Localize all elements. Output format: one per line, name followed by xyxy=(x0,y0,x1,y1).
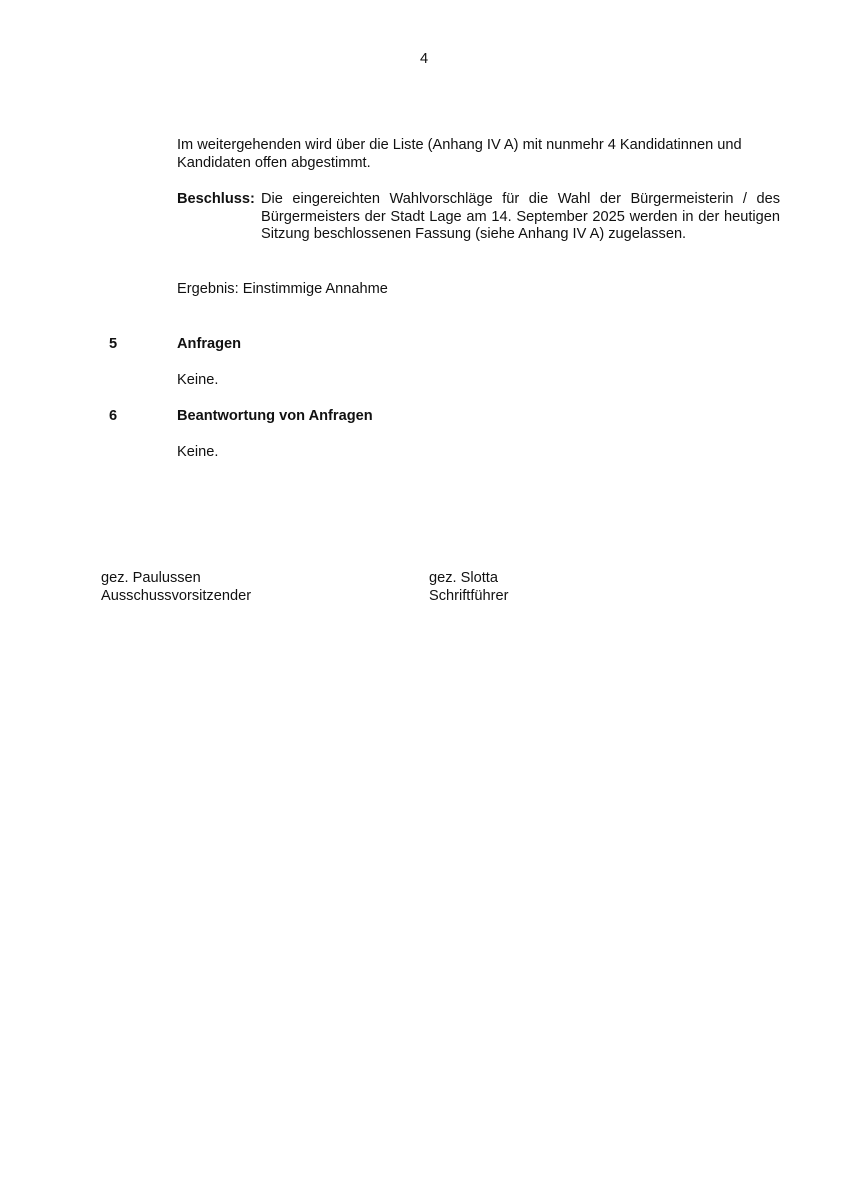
resolution-label: Beschluss: xyxy=(177,191,255,207)
agenda-item-number: 6 xyxy=(109,408,118,424)
signature-role: Schriftführer xyxy=(429,587,509,604)
signature-name: gez. Slotta xyxy=(429,570,498,586)
page-number: 4 xyxy=(419,51,429,67)
agenda-item-body: Keine. xyxy=(177,372,219,388)
signature-block-chair xyxy=(101,570,251,605)
agenda-item-title: Beantwortung von Anfragen xyxy=(177,408,373,424)
agenda-item-body: Keine. xyxy=(177,444,219,460)
agenda-item-title: Anfragen xyxy=(177,336,242,352)
result-text: Ergebnis: Einstimmige Annahme xyxy=(177,281,388,297)
resolution-text: Die eingereichten Wahlvorschläge für die Wahl der Bürgermeisterin / des Bürgermeisters der Stadt Lage am 14. September 2025 werden in der heutigen Sitzung beschlossenen Fassung (siehe Anhang IV A) zugelassen. xyxy=(261,191,780,242)
signature-name: gez. Paulussen xyxy=(101,570,201,586)
agenda-item-number: 5 xyxy=(109,336,118,352)
signature-role: Ausschussvorsitzender xyxy=(101,587,252,604)
signature-block-secretary xyxy=(429,570,508,605)
intro-paragraph: Im weitergehenden wird über die Liste (Anhang IV A) mit nunmehr 4 Kandidatinnen und Kandidaten offen abgestimmt. xyxy=(177,137,742,171)
